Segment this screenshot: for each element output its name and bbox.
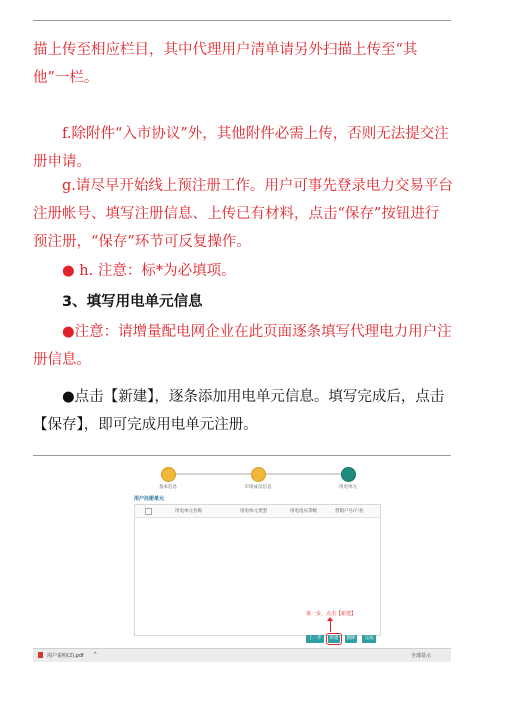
- paragraph-f: f.除附件“入市协议”外，其他附件必需上传，否则无法提交注册申请。: [33, 126, 449, 170]
- paragraph-note: [33, 318, 453, 374]
- step-label: 市场成员信息: [244, 485, 272, 490]
- bullet: ●: [62, 324, 75, 340]
- section-heading: 3、填写用电单元信息: [62, 294, 203, 310]
- bullet: ●: [62, 263, 75, 279]
- step-label: 基本信息: [159, 485, 177, 490]
- new-button[interactable]: 新建: [329, 636, 339, 641]
- download-file-name[interactable]: 用户说明(2).pdf: [47, 653, 84, 659]
- delete-button[interactable]: 删除: [346, 636, 356, 641]
- previous-button[interactable]: 上一步: [306, 635, 324, 643]
- chevron-up-icon[interactable]: ^: [93, 652, 98, 658]
- step-dot-current: [341, 467, 356, 482]
- show-all-link[interactable]: 全部显示: [411, 653, 432, 659]
- note-text: 注意：请增量配电网企业在此页面逐条填写代理电力用户注册信息。: [33, 324, 452, 368]
- finish-button[interactable]: 完成: [362, 635, 376, 643]
- pdf-file-icon: [38, 652, 43, 658]
- panel-title: 用户注册单元: [134, 496, 165, 502]
- step-dot-done: [251, 467, 266, 482]
- note-required: h. 注意：标*为必填项。: [79, 263, 236, 279]
- column-header: 用电电压等级: [290, 509, 317, 514]
- step-label: 用电单元: [339, 485, 357, 490]
- header-rule: [33, 20, 451, 21]
- paragraph-g: g.请尽早开始线上预注册工作。用户可事先登录电力交易平台注册帐号、填写注册信息、上传已有材料，点击“保存”按钮进行预注册，“保存”环节可反复操作。: [33, 178, 453, 250]
- bullet: ●: [62, 389, 75, 405]
- paragraph-scan-upload: 描上传至相应栏目，其中代理用户清单请另外扫描上传至“其他”一栏。: [33, 42, 418, 86]
- instruction-text: 点击【新建】，逐条添加用电单元信息。填写完成后，点击【保存】，即可完成用电单元注册。: [33, 389, 445, 433]
- embedded-screenshot: [33, 458, 451, 662]
- paragraph-instruction: [33, 383, 453, 439]
- column-header: 用电单元类型: [240, 509, 267, 514]
- screenshot-top-rule: [33, 455, 451, 456]
- select-all-checkbox[interactable]: [145, 508, 152, 515]
- column-header: 用电单元名称: [175, 509, 202, 514]
- table-header: [135, 505, 380, 518]
- step-dot-done: [161, 467, 176, 482]
- column-header: 营销户号/户名: [335, 509, 364, 514]
- annotation-text: 第一步，点击【新建】: [306, 611, 357, 617]
- annotation-arrowhead-icon: [327, 617, 333, 621]
- download-bar: [33, 648, 451, 662]
- paragraph-h: [33, 257, 453, 285]
